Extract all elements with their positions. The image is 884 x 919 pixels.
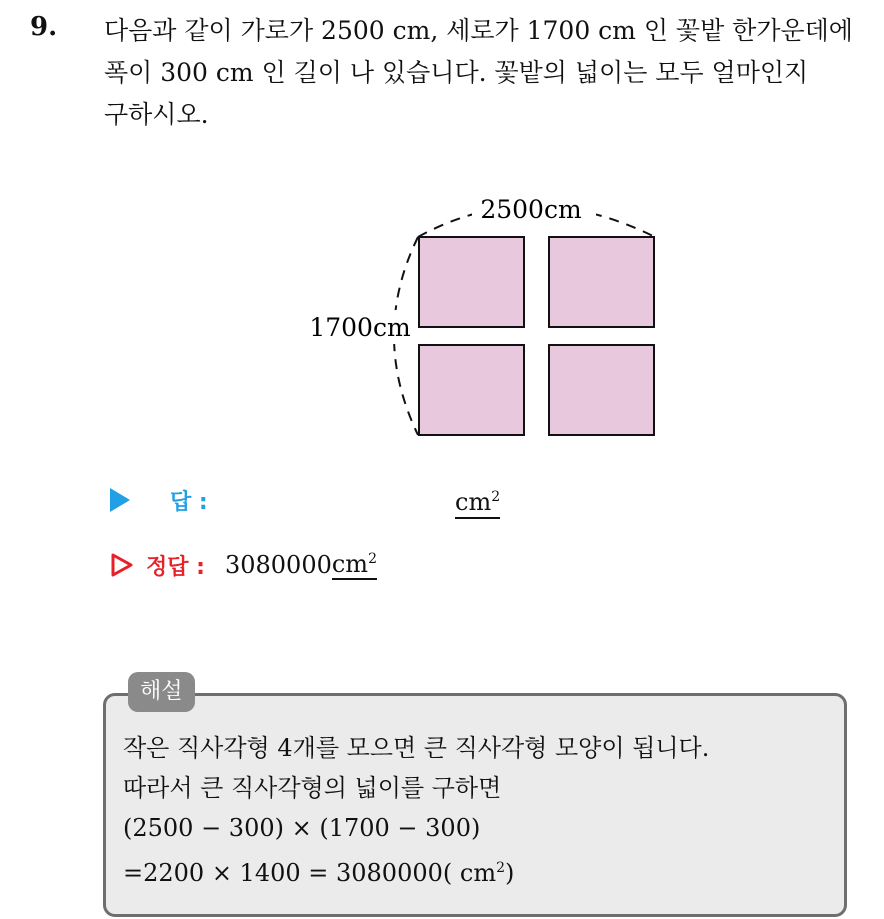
explanation-line-2: 따라서 큰 직사각형의 넓이를 구하면 [123,774,502,802]
explanation-line-4-exponent: 2 [496,860,505,876]
correct-answer-unit [332,550,377,580]
answer-row [110,480,208,520]
flowerbed-top-right [549,237,654,327]
answer-unit-exponent: 2 [491,489,501,505]
question-line-2: 폭이 300 cm 인 길이 나 있습니다. 꽃밭의 넓이는 모두 얼마인지 [104,58,809,87]
answer-unit: cm [455,488,492,516]
flowerbed-bottom-left [419,345,524,435]
flowerbed-top-left [419,237,524,327]
correct-answer-row [110,545,377,585]
explanation-text [123,728,709,893]
flowerbed-figure [290,180,710,450]
correct-unit-exponent: 2 [368,551,377,567]
play-arrow-icon [110,488,130,512]
explanation-line-4-main: =2200 × 1400 = 3080000( cm [123,859,497,887]
answer-blank[interactable] [455,482,500,519]
question-line-1: 다음과 같이 가로가 2500 cm, 세로가 1700 cm 인 꽃밭 한가운데에 [104,16,853,45]
correct-unit-text: cm [331,550,369,578]
flowerbed-diagram [290,180,710,454]
outline-arrow-icon [110,552,134,578]
correct-answer-value: 3080000 [224,551,332,579]
question-line-3: 구하시오. [104,100,209,129]
height-label: 1700cm [309,313,411,342]
flowerbed-bottom-right [549,345,654,435]
width-label: 2500cm [480,195,582,224]
explanation-line-4 [123,848,709,893]
explanation-line-4-close: ) [505,859,515,887]
explanation-line-1: 작은 직사각형 4개를 모으면 큰 직사각형 모양이 됩니다. [123,734,710,762]
question-number: 9. [30,12,58,42]
explanation-tag: 해설 [128,672,195,712]
question-text [104,10,874,136]
correct-answer-label: 정답 : [146,554,205,580]
answer-label: 답 : [170,489,208,515]
explanation-line-3: (2500 − 300) × (1700 − 300) [123,814,481,842]
